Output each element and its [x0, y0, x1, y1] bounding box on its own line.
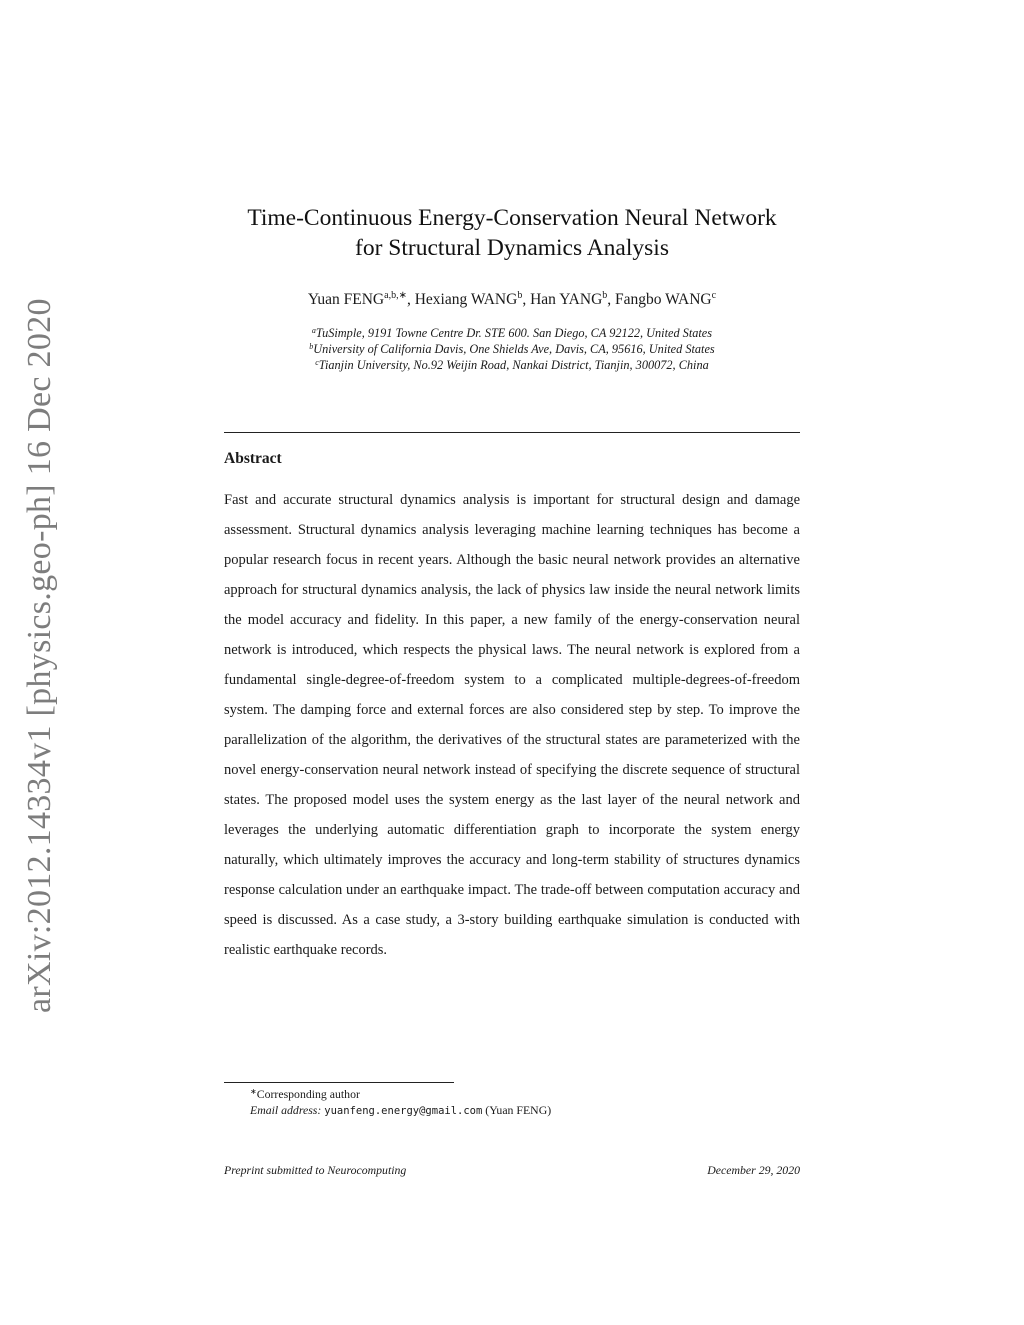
- arxiv-identifier-stamp: arXiv:2012.14334v1 [physics.geo-ph] 16 Dec 2020: [21, 298, 58, 1013]
- author-4: Fangbo WANG$^c$: [615, 290, 717, 308]
- abstract-text: Fast and accurate structural dynamics analysis is important for structural design and damage assessment. Structural dynamics analysis leveraging machine learning techniques has become a popular research focus in recent years. Although the basic neural network provides an alternative approach for structural dynamics analysis, the lack of physics law inside the neural network limits the model accuracy and fidelity. In this paper, a new family of the energy-conservation neural network is introduced, which respects the physical laws. The neural network is explored from a fundamental single-degree-of-freedom system to a complicated multiple-degrees-of-freedom system. The damping force and external forces are also considered step by step. To improve the parallelization of the algorithm, the derivatives of the structural states are parameterized with the novel energy-conservation neural network instead of specifying the discrete sequence of structural states. The proposed model uses the system energy as the last layer of the neural network and leverages the underlying automatic differentiation graph to incorporate the system energy naturally, which ultimately improves the accuracy and long-term stability of structures dynamics response calculation under an earthquake impact. The trade-off between computation accuracy and speed is discussed. As a case study, a 3-story building earthquake simulation is conducted with realistic earthquake records.: [224, 492, 800, 958]
- preprint-note: Preprint submitted to Neurocomputing: [224, 1163, 407, 1177]
- title-line-2: for Structural Dynamics Analysis: [355, 235, 669, 261]
- preprint-date: December 29, 2020: [707, 1163, 800, 1177]
- footnote: [224, 1086, 800, 1119]
- abstract-heading: Abstract: [224, 450, 282, 467]
- author-1: Yuan $FENG^{a,b,∗}$,: [307, 290, 415, 308]
- footnote-corresponding: ∗Corresponding author: [250, 1087, 360, 1101]
- affiliation-a: $^a$TuSimple, 9191 Towne Centre Dr. STE 600. San Diego, CA 92122, United States: [311, 326, 713, 340]
- author-3: Han YANG$^b$,: [530, 290, 616, 308]
- paper-title: [200, 203, 824, 263]
- abstract-top-rule: [224, 432, 800, 433]
- email-owner: (Yuan FENG): [485, 1103, 552, 1117]
- author-list: [200, 289, 824, 311]
- footnote-email-line: [224, 1102, 800, 1119]
- email-label: Email address:: [250, 1103, 322, 1117]
- affiliation-list: [200, 325, 824, 373]
- email-address-link[interactable]: yuanfeng.energy@gmail.com: [324, 1105, 483, 1117]
- title-line-1: Time-Continuous Energy-Conservation Neural Network: [247, 205, 777, 231]
- affiliation-b: $^b$University of California Davis, One Shields Ave, Davis, CA, 95616, United States: [309, 342, 715, 356]
- author-2: Hexiang WANG$^b$,: [414, 290, 531, 308]
- affiliation-c: $^c$Tianjin University, No.92 Weijin Road, Nankai District, Tianjin, 300072, China: [315, 358, 709, 372]
- footnote-rule: [224, 1082, 454, 1083]
